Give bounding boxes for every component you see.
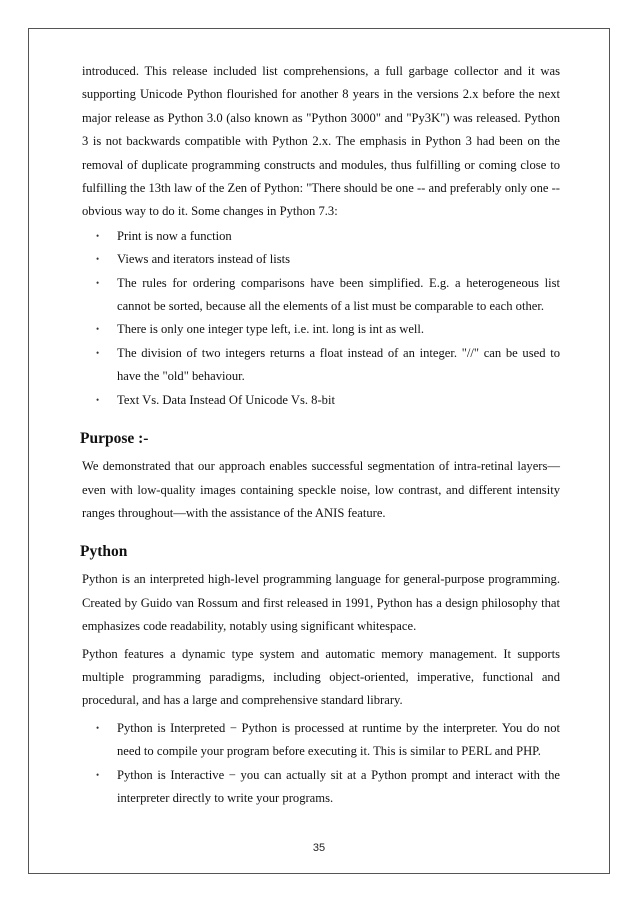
bullet-icon: • — [96, 254, 100, 265]
python-paragraph-1: Python is an interpreted high-level programming language for general-purpose programming. Created by Guido van Rossum and first released in 1991, Python has a design philosophy that emphasizes code readability, notably using significant whitespace. — [82, 572, 560, 634]
purpose-heading: Purpose :- — [80, 430, 149, 448]
python3-changes-list — [82, 225, 560, 412]
bullet-icon: • — [96, 277, 100, 288]
bullet-icon: • — [96, 394, 100, 405]
list-item-text: Views and iterators instead of lists — [117, 252, 291, 267]
bullet-icon: • — [96, 722, 100, 733]
list-item — [82, 318, 560, 341]
list-item — [82, 225, 560, 248]
python-heading: Python — [80, 543, 128, 561]
list-item — [82, 342, 560, 389]
bullet-icon: • — [96, 347, 100, 358]
list-item-text: Python is Interactive − you can actually sit at a Python prompt and interact with the interpreter directly to write your programs. — [117, 767, 560, 805]
list-item-text: Python is Interpreted − Python is processed at runtime by the interpreter. You do not need to compile your program before executing it. This is similar to PERL and PHP. — [117, 720, 560, 759]
bullet-icon: • — [96, 769, 100, 780]
list-item-text: Print is now a function — [117, 228, 232, 243]
list-item-text: The rules for ordering comparisons have been simplified. E.g. a heterogeneous list cannot be sorted, because all the elements of a list must be comparable to each other. — [117, 275, 560, 314]
list-item — [82, 717, 560, 764]
intro-paragraph: introduced. This release included list comprehensions, a full garbage collector and it was supporting Unicode Python flourished for another 8 years in the versions 2.x before the next major release as Python 3.0 (also known as "Python 3000" and "Py3K") was released. Python 3 is not backwards compatible with Python 2.x. The emphasis in Python 3 had been on the removal of duplicate programming constructs and modules, thus fulfilling or coming close to fulfilling the 13th law of the Zen of Python: "There should be one -- and preferably only one -- obvious way to do it. Some changes in Python 7.3: — [82, 64, 560, 219]
bullet-icon: • — [96, 230, 100, 241]
list-item-text: There is only one integer type left, i.e. int. long is int as well. — [117, 322, 425, 337]
list-item — [82, 272, 560, 319]
purpose-paragraph: We demonstrated that our approach enables successful segmentation of intra-retinal layers—even with low-quality images containing speckle noise, low contrast, and different intensity ranges throughout—with the assistance of the ANIS feature. — [82, 459, 560, 520]
python-paragraph-2: Python features a dynamic type system and automatic memory management. It supports multiple programming paradigms, including object-oriented, imperative, functional and procedural, and has a large and comprehensive standard library. — [82, 646, 560, 708]
list-item — [82, 248, 560, 271]
page-number: 35 — [312, 842, 326, 854]
bullet-icon: • — [96, 324, 100, 335]
list-item — [82, 764, 560, 811]
python-features-list — [82, 717, 560, 811]
list-item — [82, 389, 560, 412]
list-item-text: Text Vs. Data Instead Of Unicode Vs. 8-bit — [117, 392, 335, 407]
document-body — [82, 60, 560, 810]
list-item-text: The division of two integers returns a float instead of an integer. "//" can be used to have the "old" behaviour. — [117, 345, 560, 384]
